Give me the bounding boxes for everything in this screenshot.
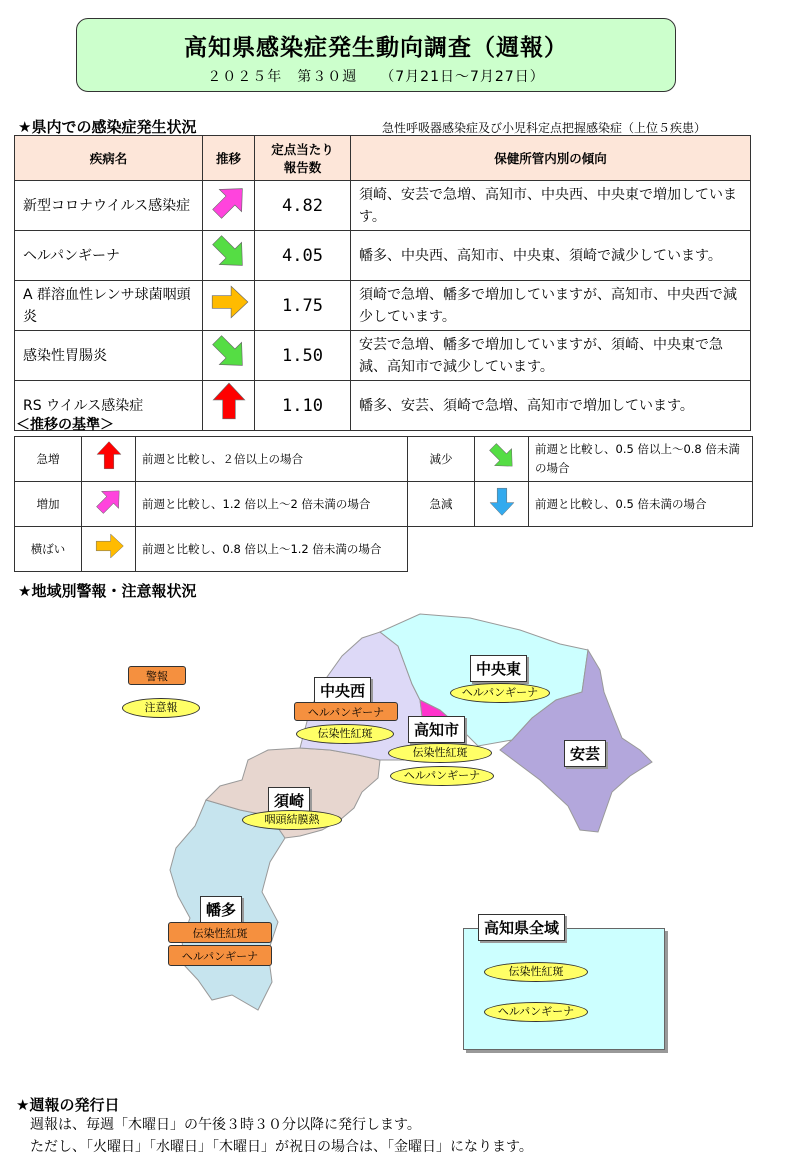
caution-badge: 伝染性紅斑	[484, 962, 588, 982]
legend-text: 前週と比較し、0.5 倍以上～0.8 倍未満の場合	[529, 437, 753, 482]
disease-name: ヘルパンギーナ	[15, 231, 203, 281]
kochi-map	[0, 600, 785, 1070]
header-tendency: 保健所管内別の傾向	[351, 136, 751, 181]
report-value: 1.10	[255, 381, 351, 431]
caution-badge: ヘルパンギーナ	[484, 1002, 588, 1022]
arrow-right-icon	[91, 530, 127, 562]
legend-title: ＜推移の基準＞	[16, 417, 114, 433]
disease-name: RS ウイルス感染症	[15, 381, 203, 431]
region-label-susaki: 須崎	[268, 787, 310, 814]
caution-badge: ヘルパンギーナ	[390, 766, 494, 786]
report-header	[76, 18, 676, 92]
arrow-shape	[207, 231, 251, 273]
report-value: 1.75	[255, 281, 351, 331]
legend-text: 前週と比較し、1.2 倍以上～2 倍未満の場合	[136, 482, 408, 527]
region-label-chuo-higashi: 中央東	[470, 655, 527, 682]
report-value: 4.05	[255, 231, 351, 281]
disease-name: A 群溶血性レンサ球菌咽頭炎	[15, 281, 203, 331]
legend-label: 急増	[15, 437, 82, 482]
arrow-down-icon	[484, 485, 520, 517]
report-period: ２０２５年 第３０週 （7月21日～7月27日）	[207, 69, 545, 85]
legend-text: 前週と比較し、２倍以上の場合	[136, 437, 408, 482]
warning-badge: ヘルパンギーナ	[168, 945, 272, 966]
header-disease: 疾病名	[15, 136, 203, 181]
report-title: 高知県感染症発生動向調査（週報）	[184, 35, 568, 61]
trend-icon	[203, 281, 255, 331]
report-value: 4.82	[255, 181, 351, 231]
header-value-line2: 報告数	[283, 160, 322, 175]
disease-name: 感染性胃腸炎	[15, 331, 203, 381]
section-note: 急性呼吸器感染症及び小児科定点把握感染症（上位５疾患）	[382, 121, 707, 135]
region-label-hata: 幡多	[200, 896, 242, 923]
section-title-status: ★県内での感染症発生状況	[18, 118, 197, 136]
footer-line-1: 週報は、毎週「木曜日」の午後３時３０分以降に発行します。	[30, 1117, 421, 1133]
arrow-shape	[91, 485, 127, 517]
region-label-kochi-city: 高知市	[408, 716, 465, 743]
section-title-map: ★地域別警報・注意報状況	[18, 582, 197, 600]
arrow-shape	[490, 488, 514, 515]
region-label-aki: 安芸	[564, 740, 606, 767]
tendency-text: 須崎で急増、幡多で増加していますが、高知市、中央西で減少しています。	[351, 281, 751, 331]
header-value-line1: 定点当たり	[271, 142, 334, 157]
arrow-icon	[207, 181, 251, 223]
disease-name: 新型コロナウイルス感染症	[15, 181, 203, 231]
legend-label: 急減	[408, 482, 475, 527]
arrow-up-icon	[91, 440, 127, 472]
arrow-icon	[207, 381, 251, 423]
table-row	[15, 331, 751, 381]
footer-line-2: ただし、「火曜日」「水曜日」「木曜日」が祝日の場合は、「金曜日」になります。	[30, 1139, 533, 1155]
region-label-chuo-nishi: 中央西	[314, 677, 371, 704]
trend-icon	[203, 231, 255, 281]
caution-badge: 伝染性紅斑	[388, 743, 492, 763]
legend-table	[14, 436, 753, 572]
tendency-text: 幡多、中央西、高知市、中央東、須崎で減少しています。	[351, 231, 751, 281]
warning-badge: 伝染性紅斑	[168, 922, 272, 943]
tendency-text: 安芸で急増、幡多で増加していますが、須崎、中央東で急減、高知市で減少しています。	[351, 331, 751, 381]
legend-label: 横ばい	[15, 527, 82, 572]
caution-badge: 伝染性紅斑	[296, 724, 394, 744]
arrow-shape	[484, 440, 520, 472]
arrow-shape	[96, 534, 123, 558]
legend-icon	[82, 527, 136, 572]
arrow-icon	[207, 231, 251, 273]
arrow-shape	[207, 181, 251, 223]
tendency-text: 幡多、安芸、須崎で急増、高知市で増加しています。	[351, 381, 751, 431]
legend-icon	[82, 437, 136, 482]
disease-table	[14, 135, 751, 431]
header-trend: 推移	[203, 136, 255, 181]
prefecture-wide-box	[463, 928, 665, 1050]
legend-label: 増加	[15, 482, 82, 527]
trend-icon	[203, 331, 255, 381]
arrow-shape	[213, 383, 245, 419]
tendency-text: 須崎、安芸で急増、高知市、中央西、中央東で増加しています。	[351, 181, 751, 231]
region-label-prefecture: 高知県全域	[478, 914, 565, 941]
legend-label: 減少	[408, 437, 475, 482]
arrow-icon	[207, 331, 251, 373]
legend-icon	[475, 482, 529, 527]
table-row	[15, 181, 751, 231]
legend-text: 前週と比較し、0.5 倍未満の場合	[529, 482, 753, 527]
legend-warning-badge: 警報	[128, 666, 186, 685]
trend-icon	[203, 381, 255, 431]
legend-text: 前週と比較し、0.8 倍以上～1.2 倍未満の場合	[136, 527, 408, 572]
arrow-shape	[97, 442, 121, 469]
legend-caution-badge: 注意報	[122, 698, 200, 718]
legend-icon	[475, 437, 529, 482]
warning-badge: ヘルパンギーナ	[294, 702, 398, 721]
report-value: 1.50	[255, 331, 351, 381]
arrow-shape	[207, 331, 251, 373]
table-row	[15, 381, 751, 431]
arrow-up-right-icon	[91, 485, 127, 517]
arrow-icon	[207, 281, 251, 323]
arrow-down-right-icon	[484, 440, 520, 472]
caution-badge: 咽頭結膜熱	[242, 810, 342, 830]
header-value	[255, 136, 351, 181]
legend-icon	[82, 482, 136, 527]
table-row	[15, 281, 751, 331]
footer-title: ★週報の発行日	[16, 1096, 120, 1114]
trend-icon	[203, 181, 255, 231]
caution-badge: ヘルパンギーナ	[450, 683, 550, 703]
arrow-shape	[212, 286, 248, 318]
table-row	[15, 231, 751, 281]
